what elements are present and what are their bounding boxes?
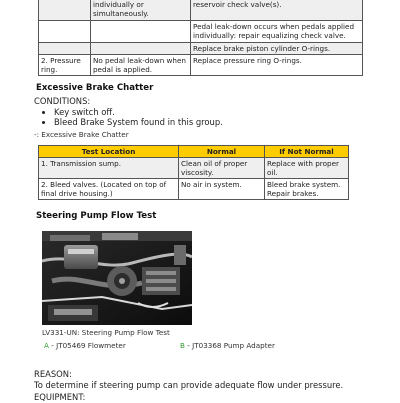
legend-text: JT03368 Pump Adapter	[192, 341, 275, 350]
brake-diagnosis-table	[38, 0, 363, 76]
table-cell	[91, 43, 191, 55]
table-cell: Replace pressure ring O-rings.	[191, 55, 363, 76]
table-cell	[39, 21, 91, 43]
table-cell: Pedal leak-down occurs when pedals applied individually: repair equalizing check valve.	[191, 21, 363, 43]
section-title-brake-chatter: Excessive Brake Chatter	[36, 83, 154, 93]
table-cell: No air in system.	[179, 179, 265, 200]
list-item: • Key switch off.	[54, 108, 223, 118]
reason-text: To determine if steering pump can provide adequate flow under pressure.	[34, 380, 344, 390]
legend-letter: B	[180, 341, 185, 350]
table-row	[39, 158, 349, 179]
table-cell: Replace brake piston cylinder O-rings.	[191, 43, 363, 55]
table-row	[39, 21, 363, 43]
table-caption: -: Excessive Brake Chatter	[34, 130, 129, 139]
table-cell: reservoir check valve(s).	[191, 0, 363, 21]
list-item: • Bleed Brake System found in this group.	[54, 118, 223, 128]
table-cell	[39, 0, 91, 21]
table-cell: individually or simultaneously.	[91, 0, 191, 21]
legend-text: JT05469 Flowmeter	[56, 341, 126, 350]
table-cell: 2. Pressure ring.	[39, 55, 91, 76]
reason-label: REASON:	[34, 369, 72, 379]
legend-letter: A	[44, 341, 49, 350]
equipment-label: EQUIPMENT:	[34, 392, 86, 402]
section-title-steering-pump: Steering Pump Flow Test	[36, 211, 157, 221]
table-cell: Replace with proper oil.	[265, 158, 349, 179]
table-cell: Bleed brake system. Repair brakes.	[265, 179, 349, 200]
column-header: If Not Normal	[265, 146, 349, 158]
brake-chatter-table	[38, 145, 349, 200]
table-cell	[91, 21, 191, 43]
table-row	[39, 43, 363, 55]
table-row	[39, 179, 349, 200]
table-cell: 2. Bleed valves. (Located on top of final drive housing.)	[39, 179, 179, 200]
column-header: Normal	[179, 146, 265, 158]
conditions-label: CONDITIONS:	[34, 96, 91, 106]
table-cell: 1. Transmission sump.	[39, 158, 179, 179]
legend-item-a	[44, 341, 126, 350]
conditions-list	[44, 108, 223, 127]
column-header: Test Location	[39, 146, 179, 158]
legend-separator: -	[48, 341, 57, 350]
figure-caption: LV331-UN: Steering Pump Flow Test	[42, 328, 170, 337]
table-cell	[39, 43, 91, 55]
steering-pump-photo	[42, 231, 192, 325]
table-header-row	[39, 146, 349, 158]
table-row	[39, 55, 363, 76]
table-row	[39, 0, 363, 21]
legend-separator: -	[184, 341, 193, 350]
pump-photo-image	[42, 231, 192, 325]
table-cell: Clean oil of proper viscosity.	[179, 158, 265, 179]
table-cell: No pedal leak-down when pedal is applied.	[91, 55, 191, 76]
legend-item-b	[180, 341, 275, 350]
